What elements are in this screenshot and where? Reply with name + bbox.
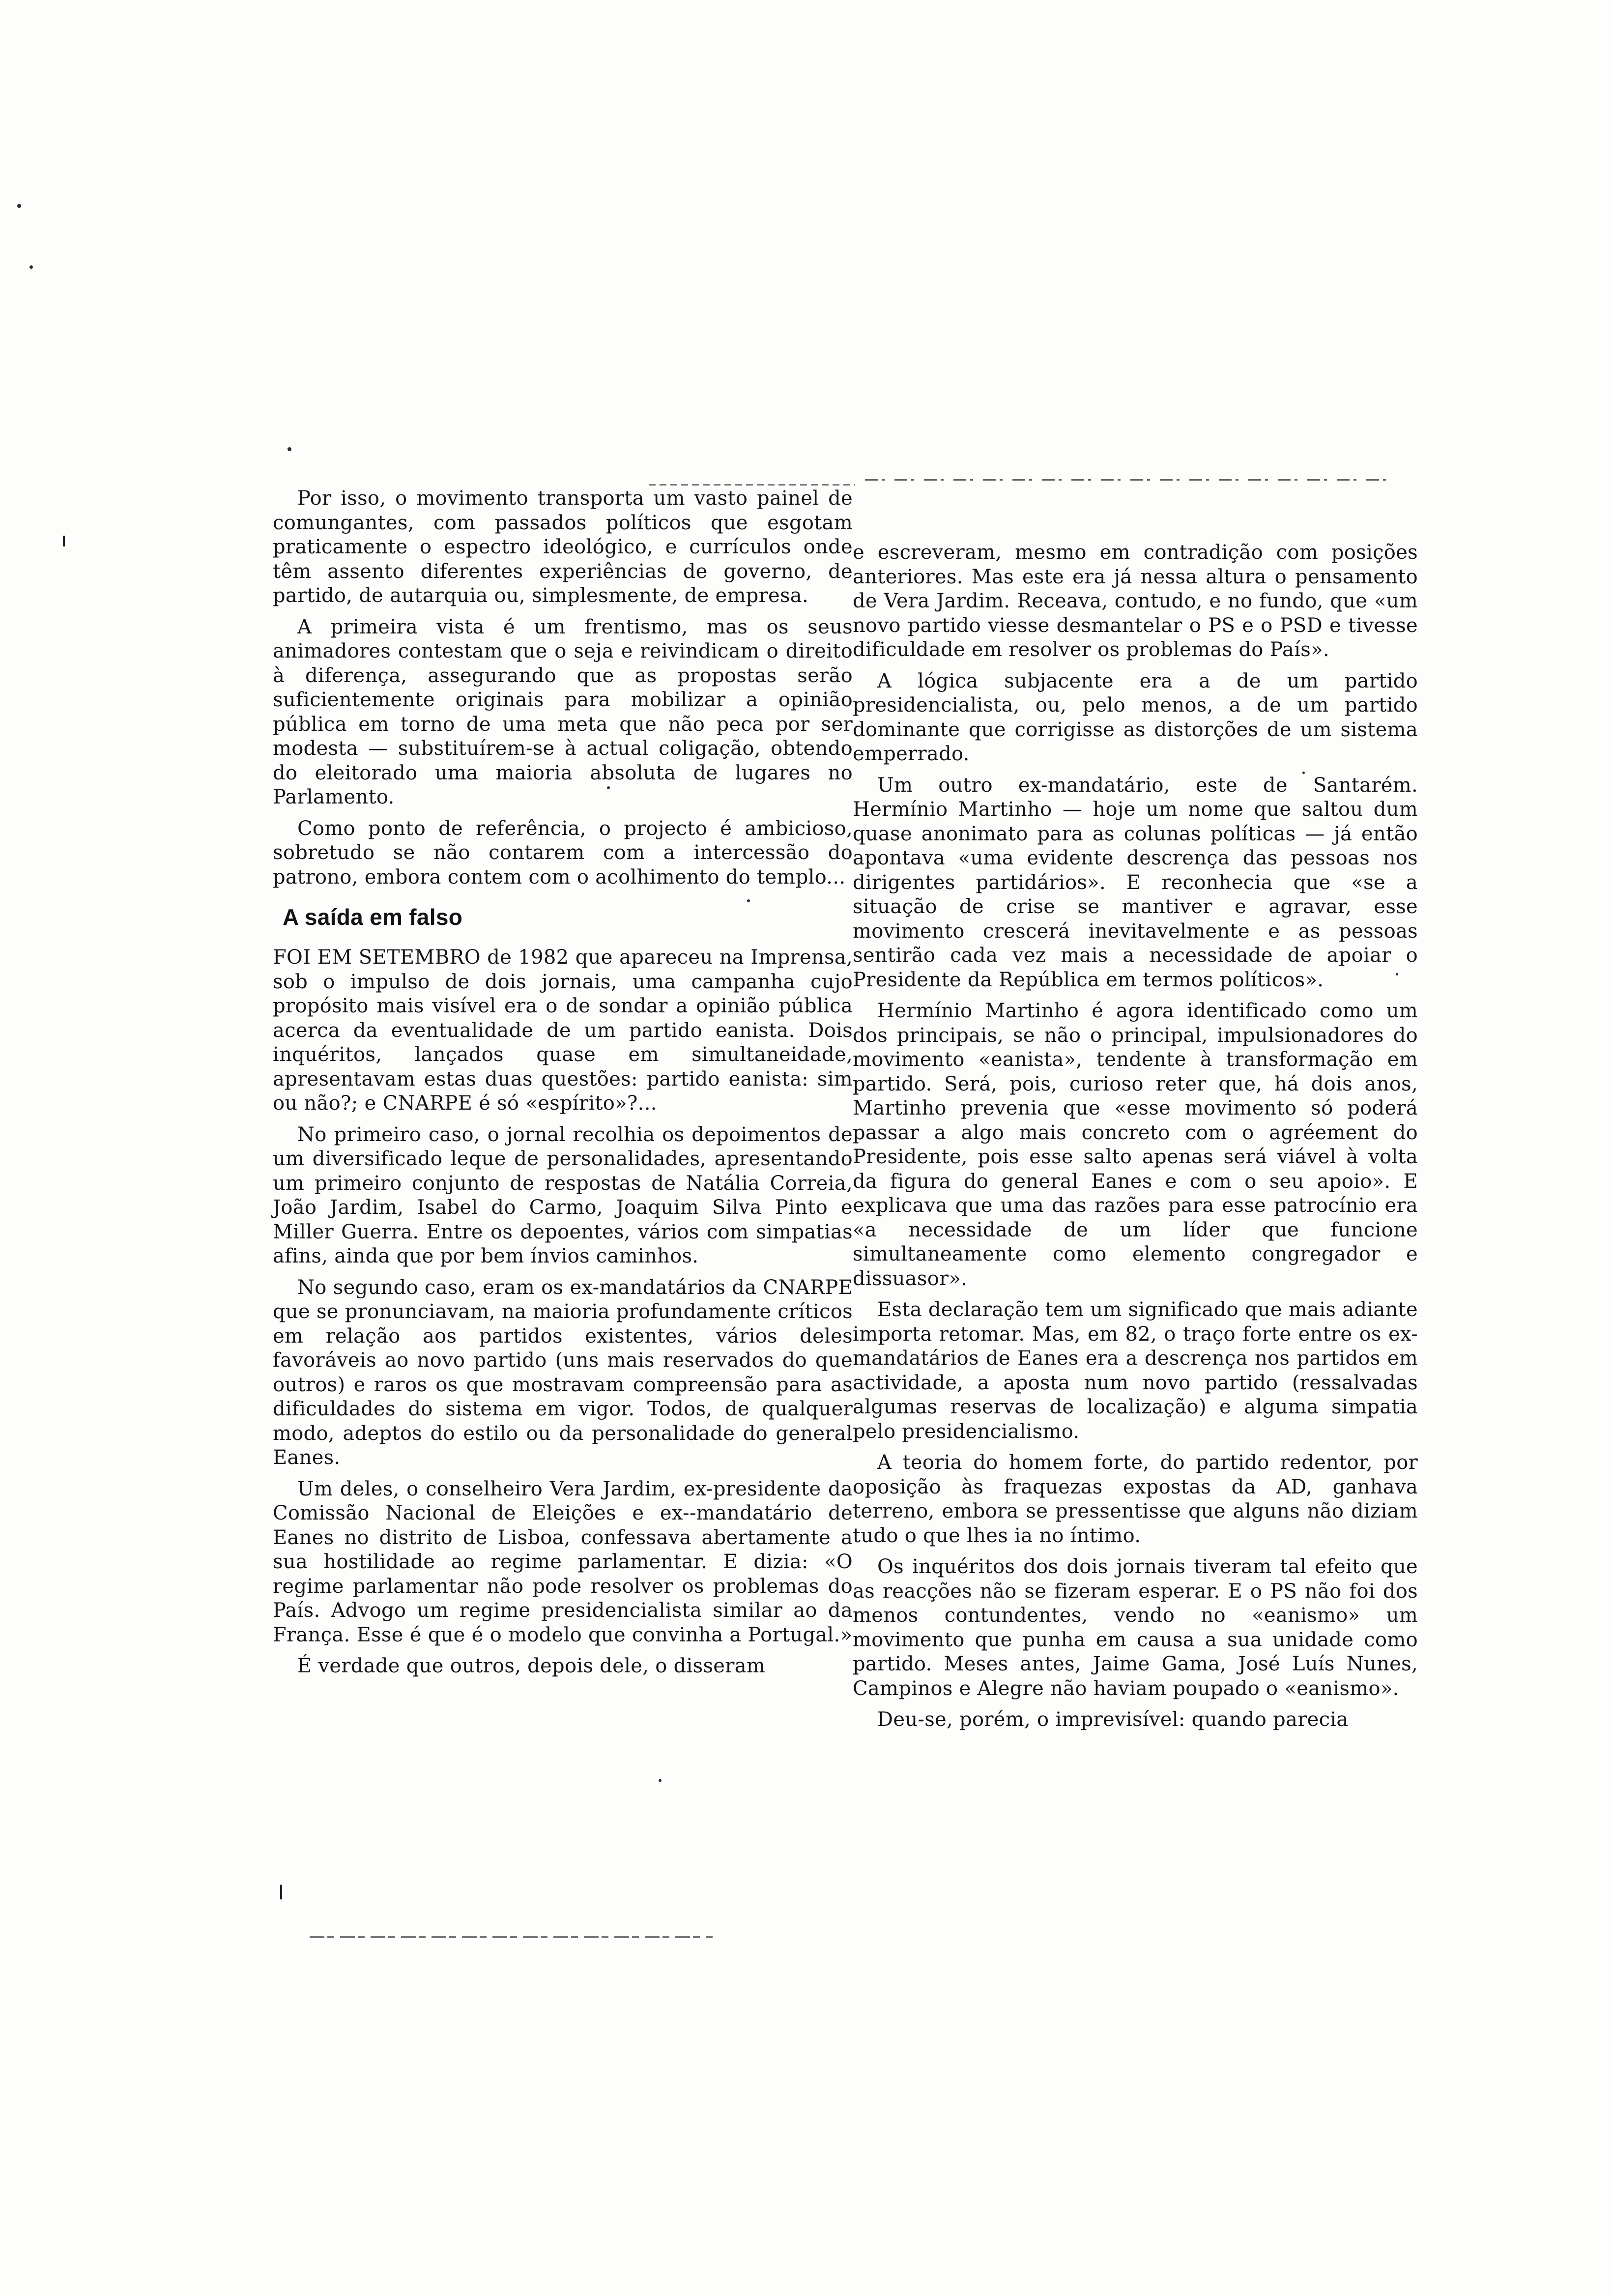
article-paragraph: No primeiro caso, o jornal recolhia os depoimentos de um diversificado leque de personalidades, apresentando um primeiro conjunto de respostas de Natália Correia, João Jardim, Isabel do Carmo, Joaquim Silva Pinto e Miller Guerra. Entre os depoentes, vários com simpatias afins, ainda que por bem ínvios caminhos. <box>273 1123 853 1267</box>
article-paragraph: Os inquéritos dos dois jornais tiveram tal efeito que as reacções não se fizeram esperar. E o PS não foi dos menos contundentes, vendo no «eanismo» um movimento que punha em causa a sua unidade como partido. Meses antes, Jaime Gama, José Luís Nunes, Campinos e Alegre não haviam poupado o «eanismo». <box>853 1555 1418 1700</box>
column-rule-bottom <box>310 1936 713 1938</box>
article-paragraph: Hermínio Martinho é agora identificado como um dos principais, se não o principal, impulsionadores do movimento «eanista», tendente à transformação em partido. Será, pois, curioso reter que, há dois anos, Martinho prevenia que «esse movimento só poderá passar a algo mais concreto com o agréement do Presidente, pois esse salto apenas será viável à volta da figura do general Eanes e com o seu apoio». E explicava que uma das razões para esse patrocínio era «a necessidade de um líder que funcione simultaneamente como elemento congregador e dissuasor». <box>853 1000 1418 1290</box>
column-rule-top-right <box>865 479 1386 481</box>
article-paragraph: Como ponto de referência, o projecto é ambicioso, sobretudo se não contarem com a intercessão do patrono, embora contem com o acolhimento do templo... <box>273 817 853 889</box>
column-rule-top-left <box>649 484 855 486</box>
article-column-right <box>853 541 1418 1739</box>
section-heading: A saída em falso <box>283 904 463 930</box>
article-paragraph: É verdade que outros, depois dele, o disseram <box>297 1655 766 1677</box>
article-paragraph: A lógica subjacente era a de um partido presidencialista, ou, pelo menos, a de um partido dominante que corrigisse as distorções de um sistema emperrado. <box>853 669 1418 765</box>
scan-speck <box>288 447 291 451</box>
article-paragraph: Um outro ex-mandatário, este de Santarém. Hermínio Martinho — hoje um nome que saltou dum quase anonimato para as colunas políticas — já então apontava «uma evidente descrença das pessoas nos dirigentes partidários». E reconhecia que «se a situação de crise se mantiver e agravar, esse movimento crescerá inevitavelmente e as pessoas sentirão cada vez mais a necessidade de apoiar o Presidente da República em termos políticos». <box>853 774 1418 991</box>
article-paragraph: Deu-se, porém, o imprevisível: quando parecia <box>877 1708 1349 1731</box>
scan-speck <box>659 1779 662 1782</box>
article-paragraph: No segundo caso, eram os ex-mandatários da CNARPE que se pronunciavam, na maioria profundamente críticos em relação aos partidos existentes, vários deles favoráveis ao novo partido (uns mais reservados do que outros) e raros os que mostravam compreensão para as dificuldades do sistema em vigor. Todos, de qualquer modo, adeptos do estilo ou da personalidade do general Eanes. <box>273 1276 853 1469</box>
article-paragraph: Um deles, o conselheiro Vera Jardim, ex-presidente da Comissão Nacional de Eleições e ex--mandatário de Eanes no distrito de Lisboa, confessava abertamente a sua hostilidade ao regime parlamentar. E dizia: «O regime parlamentar não pode resolver os problemas do País. Advogo um regime presidencialista similar ao da França. Esse é que é o modelo que convinha a Portugal.» <box>273 1477 853 1646</box>
article-column-left <box>273 487 853 1686</box>
article-paragraph: e escreveram, mesmo em contradição com posições anteriores. Mas este era já nessa altura o pensamento de Vera Jardim. Receava, contudo, e no fundo, que «um novo partido viesse desmantelar o PS e o PSD e tivesse dificuldade em resolver os problemas do País». <box>853 541 1418 661</box>
article-paragraph: FOI EM SETEMBRO de 1982 que apareceu na Imprensa, sob o impulso de dois jornais, uma campanha cujo propósito mais visível era o de sondar a opinião pública acerca da eventualidade de um partido eanista. Dois inquéritos, lançados quase em simultaneidade, apresentavam estas duas questões: partido eanista: sim ou não?; e CNARPE é só «espírito»?... <box>273 946 853 1115</box>
article-paragraph: A teoria do homem forte, do partido redentor, por oposição às fraquezas expostas da AD, ganhava terreno, embora se pressentisse que alguns não diziam tudo o que lhes ia no íntimo. <box>853 1451 1418 1547</box>
scan-speck <box>17 204 21 208</box>
margin-tick-mark <box>63 536 65 546</box>
scan-speck <box>29 265 33 269</box>
article-paragraph: Por isso, o movimento transporta um vasto painel de comungantes, com passados políticos que esgotam praticamente o espectro ideológico, e currículos onde têm assento diferentes experiências de governo, de partido, de autarquia ou, simplesmente, de empresa. <box>273 487 853 607</box>
article-paragraph: A primeira vista é um frentismo, mas os seus animadores contestam que o seja e reivindicam o direito à diferença, assegurando que as propostas serão suficientemente originais para mobilizar a opinião pública em torno de uma meta que não peca por ser modesta — substituírem-se à actual coligação, obtendo do eleitorado uma maioria absoluta de lugares no Parlamento. <box>273 615 853 808</box>
article-paragraph: Esta declaração tem um significado que mais adiante importa retomar. Mas, em 82, o traço forte entre os ex-mandatários de Eanes era a descrença nos partidos em actividade, a aposta num novo partido (ressalvadas algumas reservas de localização) e alguma simpatia pelo presidencialismo. <box>853 1298 1418 1443</box>
margin-tick-mark <box>280 1885 282 1899</box>
